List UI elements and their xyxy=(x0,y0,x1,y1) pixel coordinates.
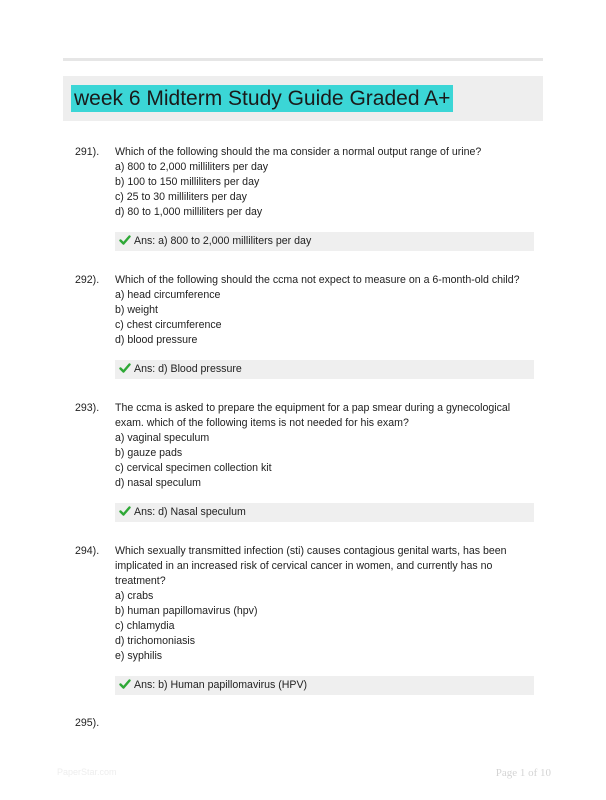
option-b: b) human papillomavirus (hpv) xyxy=(115,605,258,617)
check-icon xyxy=(119,362,131,374)
footer-watermark: PaperStar.com xyxy=(57,767,117,777)
answer-box xyxy=(115,676,534,695)
question-294 xyxy=(75,544,545,695)
answer-text: Ans: a) 800 to 2,000 milliliters per day xyxy=(134,235,312,247)
option-b: b) weight xyxy=(115,304,158,316)
option-c: c) cervical specimen collection kit xyxy=(115,462,272,474)
option-c: c) 25 to 30 milliliters per day xyxy=(115,191,247,203)
top-divider xyxy=(63,58,543,61)
answer-box xyxy=(115,503,534,522)
question-number: 295). xyxy=(75,717,100,729)
answer-text: Ans: d) Nasal speculum xyxy=(134,506,246,518)
question-291 xyxy=(75,145,545,251)
option-c: c) chlamydia xyxy=(115,620,175,632)
question-292 xyxy=(75,273,545,379)
answer-text: Ans: d) Blood pressure xyxy=(134,363,242,375)
answer-box xyxy=(115,360,534,379)
question-text-line: The ccma is asked to prepare the equipment for a pap smear during a gynecological xyxy=(115,402,511,414)
option-a: a) vaginal speculum xyxy=(115,432,210,444)
question-number: 294). xyxy=(75,545,100,557)
option-a: a) head circumference xyxy=(115,289,221,301)
option-a: a) crabs xyxy=(115,590,154,602)
page-indicator: Page 1 of 10 xyxy=(495,767,551,779)
check-icon xyxy=(119,234,131,246)
question-number: 293). xyxy=(75,402,100,414)
question-text-line: treatment? xyxy=(115,575,166,587)
option-d: d) trichomoniasis xyxy=(115,635,196,647)
document-title: week 6 Midterm Study Guide Graded A+ xyxy=(71,85,453,112)
option-c: c) chest circumference xyxy=(115,319,222,331)
question-text-line: exam. which of the following items is not needed for his exam? xyxy=(115,417,409,429)
option-d: d) blood pressure xyxy=(115,334,198,346)
option-d: d) 80 to 1,000 milliliters per day xyxy=(115,206,263,218)
title-band xyxy=(63,76,543,121)
question-text-line: Which sexually transmitted infection (sti) causes contagious genital warts, has been xyxy=(115,545,507,557)
question-text: Which of the following should the ma consider a normal output range of urine? xyxy=(115,146,482,158)
check-icon xyxy=(119,505,131,517)
option-b: b) 100 to 150 milliliters per day xyxy=(115,176,260,188)
check-icon xyxy=(119,678,131,690)
question-number: 291). xyxy=(75,146,100,158)
answer-text: Ans: b) Human papillomavirus (HPV) xyxy=(134,679,308,691)
answer-box xyxy=(115,232,534,251)
option-b: b) gauze pads xyxy=(115,447,183,459)
question-293 xyxy=(75,401,545,522)
option-e: e) syphilis xyxy=(115,650,163,662)
question-text-line: implicated in an increased risk of cervical cancer in women, and currently has no xyxy=(115,560,493,572)
option-a: a) 800 to 2,000 milliliters per day xyxy=(115,161,269,173)
option-d: d) nasal speculum xyxy=(115,477,201,489)
question-text: Which of the following should the ccma not expect to measure on a 6-month-old child? xyxy=(115,274,520,286)
question-number: 292). xyxy=(75,274,100,286)
